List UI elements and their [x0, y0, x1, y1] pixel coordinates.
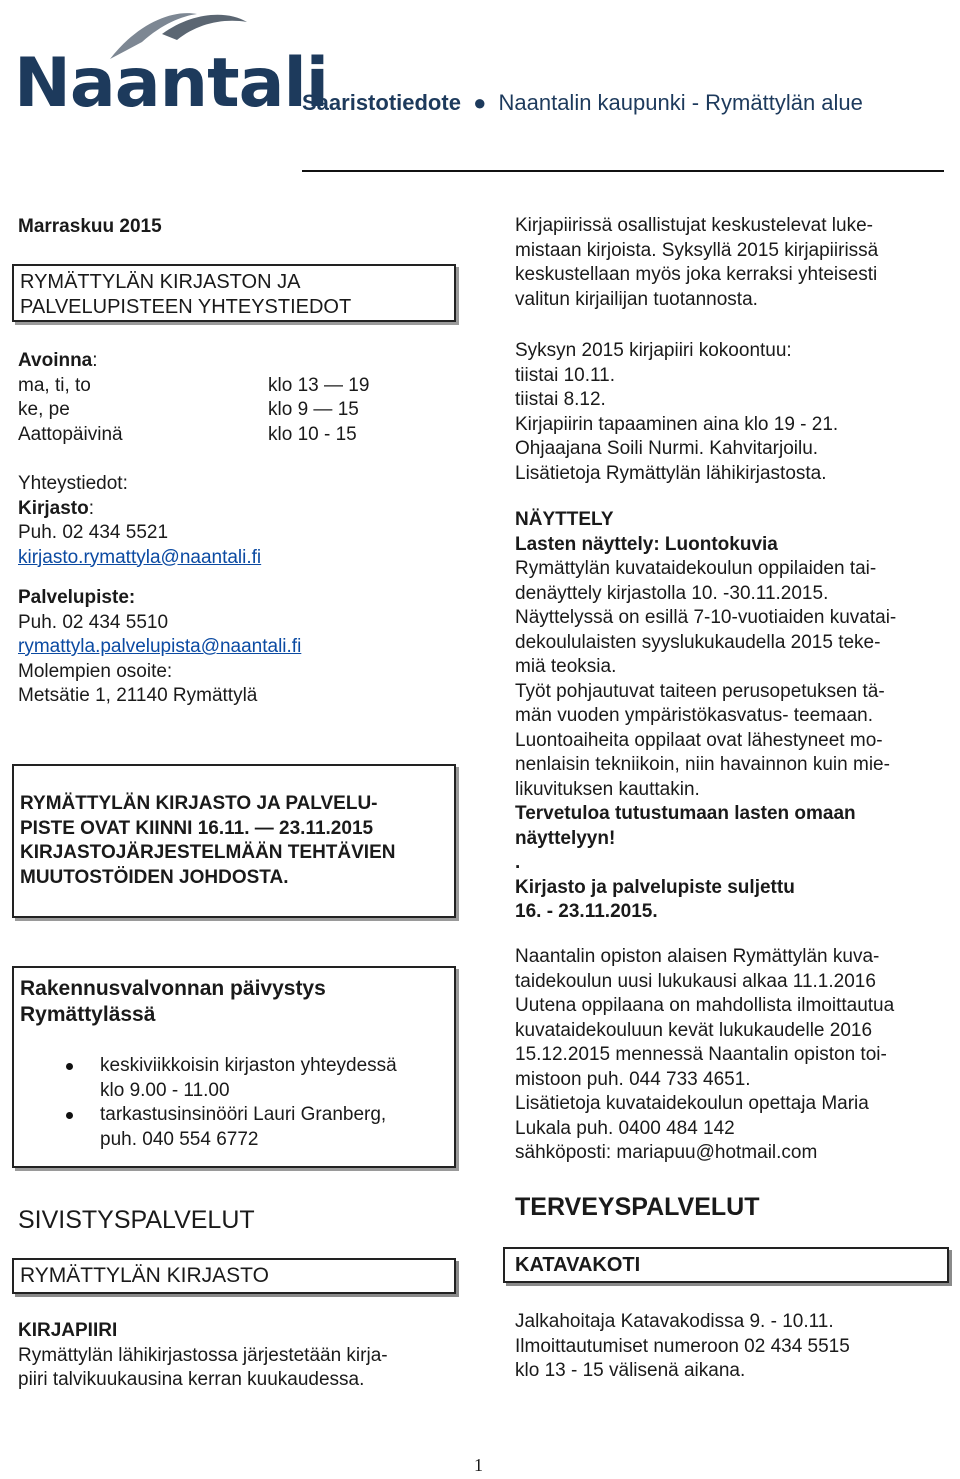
bullet-icon [66, 1112, 73, 1119]
contacts-label: Yhteystiedot: [18, 473, 128, 494]
logo-text: Naantali [14, 44, 329, 123]
building-box-title: Rymättylässä [20, 1003, 156, 1026]
katavakoti-box [503, 1247, 949, 1283]
exhibition-section: NÄYTTELY Lasten näyttely: Luontokuvia Rymättylän kuvataidekoulun oppilaiden tai- denäyttely kirjastolla 10. -30.11.2015. Näyttelyssä on esillä 7-10-vuotiaiden kuvatai- dekoululaisten syyslukukaudella 2015 teke- miä teoksia. Työt pohjautuvat taiteen perusopetuksen tä- män vuoden ympäristökasvatus- teemaan. Luontoaiheita oppilaat ovat lähestyneet mo- nenlaisin tekniikoin, niin havainnon kuin mie- likuvituksen kauttakin. Tervetuloa tutustumaan lasten omaan näyttelyyn! . Kirjasto ja palvelupiste suljettu 16. - 23.11.2015. [515, 508, 896, 925]
closed-notice-line: RYMÄTTYLÄN KIRJASTO JA PALVELU- [20, 793, 378, 814]
list-item: tarkastusinsinööri Lauri Granberg, puh. 040 554 6772 [100, 1103, 454, 1152]
hours-time: klo 13 — 19 [268, 374, 370, 396]
hours-days: Aattopäivinä [18, 423, 123, 445]
library-section-title: RYMÄTTYLÄN KIRJASTO [20, 1264, 269, 1287]
closed-notice-box [12, 764, 456, 918]
page-number: 1 [474, 1455, 483, 1475]
closed-notice-line: MUUTOSTÖIDEN JOHDOSTA. [20, 866, 289, 888]
bullet-separator: ● [473, 90, 487, 115]
open-label: Avoinna [18, 350, 93, 371]
hours-time: klo 9 — 15 [268, 399, 359, 420]
library-email-link[interactable]: kirjasto.rymattyla@naantali.fi [18, 546, 262, 568]
header-rule [302, 170, 944, 172]
katavakoti-info: Jalkahoitaja Katavakodissa 9. - 10.11. Ilmoittautumiset numeroon 02 434 5515 klo 13 - 15 välisenä aikana. [515, 1311, 850, 1381]
exhibition-subheading: Lasten näyttely: Luontokuvia [515, 533, 778, 555]
katavakoti-title: KATAVAKOTI [515, 1254, 641, 1276]
list-item: keskiviikkoisin kirjaston yhteydessä klo 9.00 - 11.00 [100, 1054, 454, 1103]
contact-info: Yhteystiedot: Kirjasto: Puh. 02 434 5521 kirjasto.rymattyla@naantali.fi Palvelupiste: Puh. 02 434 5510 rymattyla.palvelupista@naantali.fi Molempien osoite: Metsätie 1, 21140 Rymättylä [18, 472, 448, 709]
section-heading-education: SIVISTYSPALVELUT [18, 1206, 255, 1234]
address: Metsätie 1, 21140 Rymättylä [18, 685, 258, 706]
exhibition-heading: NÄYTTELY [515, 509, 614, 530]
welcome-text: näyttelyyn! [515, 827, 616, 849]
closed-notice-line: KIRJASTOJÄRJESTELMÄÄN TEHTÄVIEN [20, 842, 396, 863]
issue-date: Marraskuu 2015 [18, 216, 162, 237]
hours-days: ke, pe [18, 399, 70, 420]
service-label: Palvelupiste: [18, 587, 136, 608]
separator-dot: . [515, 852, 521, 873]
book-circle-intro: KIRJAPIIRI Rymättylän lähikirjastossa järjestetään kirja- piiri talvikuukausina kerran kuukaudessa. [18, 1320, 388, 1390]
service-email-link[interactable]: rymattyla.palvelupista@naantali.fi [18, 636, 302, 657]
opening-hours: Avoinna: ma, ti, to klo 13 — 19 ke, pe klo 9 — 15 Aattopäivinä klo 10 - 15 [18, 349, 438, 447]
building-list [100, 1054, 454, 1152]
naantali-logo [14, 4, 329, 123]
kirjapiiri-heading: KIRJAPIIRI [18, 1320, 118, 1341]
section-heading-health: TERVEYSPALVELUT [515, 1193, 760, 1221]
hours-time: klo 10 - 15 [268, 423, 357, 445]
closed-text: Kirjasto ja palvelupiste suljettu [515, 876, 795, 898]
building-box-title: Rakennusvalvonnan päivystys [20, 977, 326, 1000]
contact-box-title-2: PALVELUPISTEEN YHTEYSTIEDOT [20, 295, 352, 318]
building-inspection-box [12, 966, 456, 1168]
contact-box-title-1: RYMÄTTYLÄN KIRJASTON JA [20, 271, 301, 293]
header-subtitle [302, 90, 863, 116]
art-school-section: Naantalin opiston alaisen Rymättylän kuva- taidekoulun uusi lukukausi alkaa 11.1.2016 Uutena oppilaana on mahdollista ilmoittautua kuvataidekouluun kevät lukukaudelle 2016 15.12.2015 mennessä Naantalin opiston toi- mistoon puh. 044 733 4651. Lisätietoja kuvataidekoulun opettaja Maria Lukala puh. 0400 484 142 sähköposti: mariapuu@hotmail.com [515, 946, 895, 1163]
service-phone: Puh. 02 434 5510 [18, 611, 169, 633]
library-label: Kirjasto [18, 497, 89, 519]
hours-days: ma, ti, to [18, 374, 91, 396]
book-circle-description: Kirjapiirissä osallistujat keskustelevat luke- mistaan kirjoista. Syksyllä 2015 kirjapiirissä keskustellaan myös joka kerraksi yhteisesti valitun kirjailijan tuotannosta. [515, 215, 879, 310]
contact-box [12, 264, 456, 322]
address-label: Molempien osoite: [18, 660, 173, 682]
bullet-icon [66, 1063, 73, 1070]
subtitle-bold: Saaristotiedote [302, 90, 461, 115]
library-section-box [12, 1258, 456, 1294]
closed-text: 16. - 23.11.2015. [515, 901, 658, 922]
book-circle-schedule: Syksyn 2015 kirjapiiri kokoontuu: tiistai 10.11. tiistai 8.12. Kirjapiirin tapaaminen aina klo 19 - 21. Ohjaajana Soili Nurmi. Kahvitarjoilu. Lisätietoja Rymättylän lähikirjastosta. [515, 340, 839, 484]
welcome-text: Tervetuloa tutustumaan lasten omaan [515, 803, 856, 824]
subtitle-rest: Naantalin kaupunki - Rymättylän alue [498, 90, 863, 115]
closed-notice-line: PISTE OVAT KIINNI 16.11. — 23.11.2015 [20, 817, 374, 839]
library-phone: Puh. 02 434 5521 [18, 522, 169, 543]
